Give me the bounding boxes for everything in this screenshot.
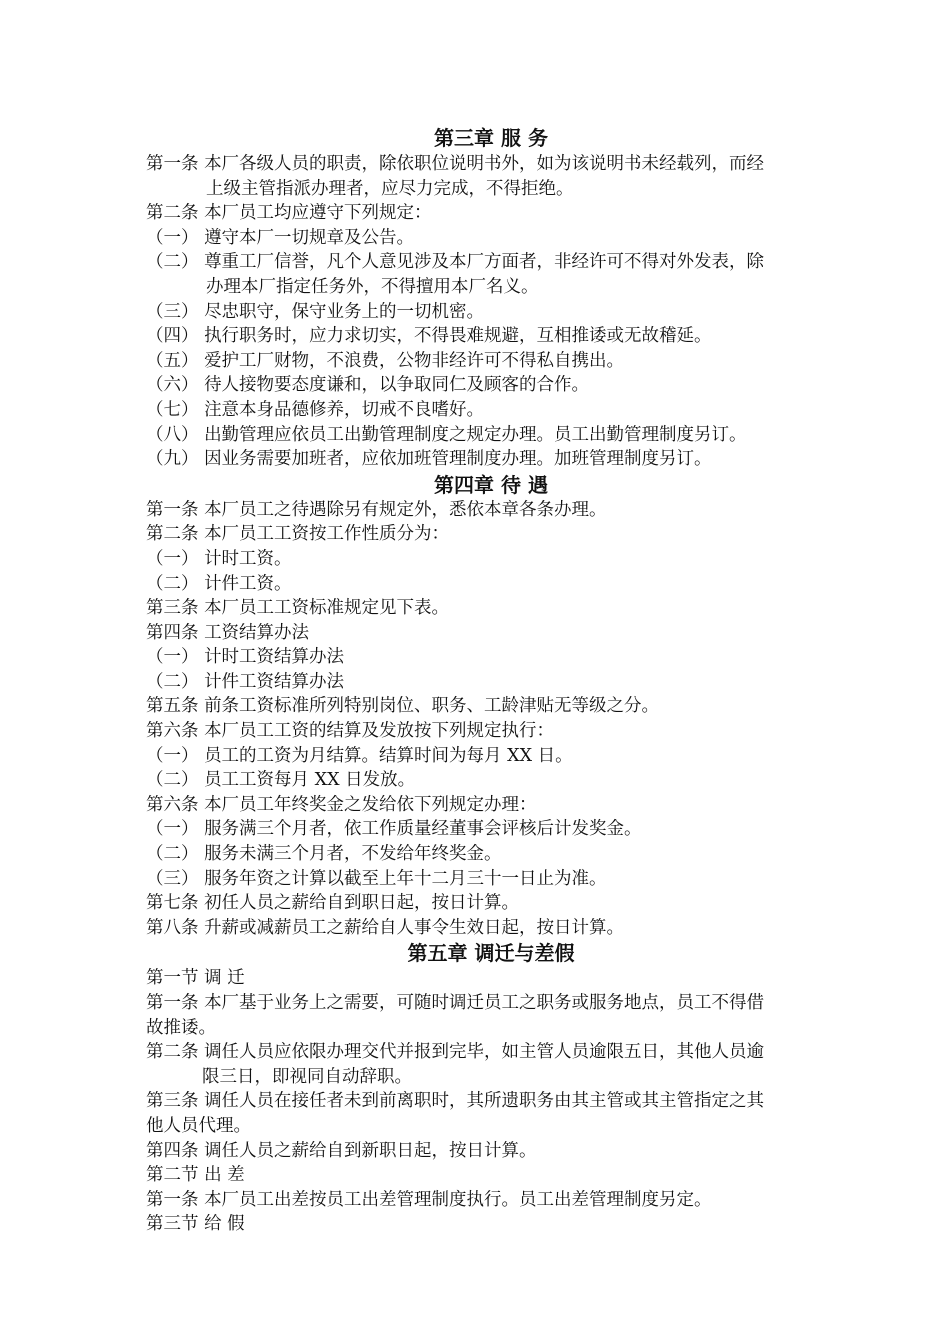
text-line: 他人员代理。 [146, 1115, 251, 1136]
text-line: （三） 服务年资之计算以截至上年十二月三十一日止为准。 [146, 868, 607, 889]
text-line: （二） 服务未满三个月者，不发给年终奖金。 [146, 844, 502, 865]
text-line: 第三条 本厂员工工资标准规定见下表。 [146, 598, 450, 619]
text-line: （一） 计时工资。 [146, 548, 292, 569]
text-line: 第四条 调任人员之薪给自到新职日起，按日计算。 [146, 1140, 537, 1161]
chapter-title: 第四章 待 遇 [434, 472, 548, 497]
text-line: 限三日，即视同自动辞职。 [202, 1066, 412, 1087]
text-line: （五） 爱护工厂财物，不浪费，公物非经许可不得私自携出。 [146, 350, 625, 371]
text-line: （一） 员工的工资为月结算。结算时间为每月 XX 日。 [146, 745, 573, 766]
text-line: 第五条 前条工资标准所列特别岗位、职务、工龄津贴无等级之分。 [146, 696, 660, 717]
text-line: （六） 待人接物要态度谦和，以争取同仁及顾客的合作。 [146, 375, 590, 396]
chapter-title: 第三章 服 务 [434, 126, 548, 150]
text-line: （二） 计件工资结算办法 [146, 671, 345, 692]
text-line: （二） 员工工资每月 XX 日发放。 [146, 770, 416, 791]
text-line: 第二条 本厂员工工资按工作性质分为： [146, 524, 450, 545]
text-line: （二） 计件工资。 [146, 573, 292, 594]
text-line: （二） 尊重工厂信誉，凡个人意见涉及本厂方面者，非经许可不得对外发表，除 [146, 252, 765, 273]
text-line: 第八条 升薪或减薪员工之薪给自人事令生效日起，按日计算。 [146, 917, 625, 938]
text-line: 第一条 本厂员工之待遇除另有规定外，悉依本章各条办理。 [146, 499, 607, 520]
text-line: 第二条 调任人员应依限办理交代并报到完毕，如主管人员逾限五日，其他人员逾 [146, 1042, 765, 1063]
text-line: （一） 遵守本厂一切规章及公告。 [146, 227, 415, 248]
text-line: 第七条 初任人员之薪给自到职日起，按日计算。 [146, 893, 520, 914]
text-line: （四） 执行职务时，应力求切实，不得畏难规避，互相推诿或无故稽延。 [146, 326, 712, 347]
text-line: （一） 服务满三个月者，依工作质量经董事会评核后计发奖金。 [146, 819, 642, 840]
text-line: 第二节 出 差 [146, 1165, 245, 1186]
text-line: 第三条 调任人员在接任者未到前离职时，其所遗职务由其主管或其主管指定之其 [146, 1091, 765, 1112]
text-line: 第六条 本厂员工年终奖金之发给依下列规定办理： [146, 794, 537, 815]
text-line: 第六条 本厂员工工资的结算及发放按下列规定执行： [146, 721, 555, 742]
text-line: 第三节 给 假 [146, 1214, 245, 1235]
text-line: 故推诿。 [146, 1017, 216, 1038]
text-line: 上级主管指派办理者，应尽力完成，不得拒绝。 [206, 178, 574, 199]
text-line: （一） 计时工资结算办法 [146, 647, 345, 668]
text-line: 第一条 本厂员工出差按员工出差管理制度执行。员工出差管理制度另定。 [146, 1189, 712, 1210]
text-line: （八） 出勤管理应依员工出勤管理制度之规定办理。员工出勤管理制度另订。 [146, 424, 747, 445]
text-line: （三） 尽忠职守，保守业务上的一切机密。 [146, 301, 485, 322]
chapter-title: 第五章 调迁与差假 [407, 941, 575, 966]
text-line: （七） 注意本身品德修养，切戒不良嗜好。 [146, 399, 485, 420]
text-line: 第一条 本厂各级人员的职责，除依职位说明书外，如为该说明书未经载列，而经 [146, 154, 765, 174]
text-line: 第二条 本厂员工均应遵守下列规定： [146, 203, 432, 224]
text-line: 办理本厂指定任务外，不得擅用本厂名义。 [206, 276, 539, 297]
document-body [146, 124, 836, 1237]
text-line: 第一条 本厂基于业务上之需要，可随时调迁员工之职务或服务地点，员工不得借 [146, 993, 765, 1013]
text-line: 第四条 工资结算办法 [146, 622, 310, 643]
text-line: （九） 因业务需要加班者，应依加班管理制度办理。加班管理制度另订。 [146, 449, 712, 470]
text-line: 第一节 调 迁 [146, 968, 245, 989]
